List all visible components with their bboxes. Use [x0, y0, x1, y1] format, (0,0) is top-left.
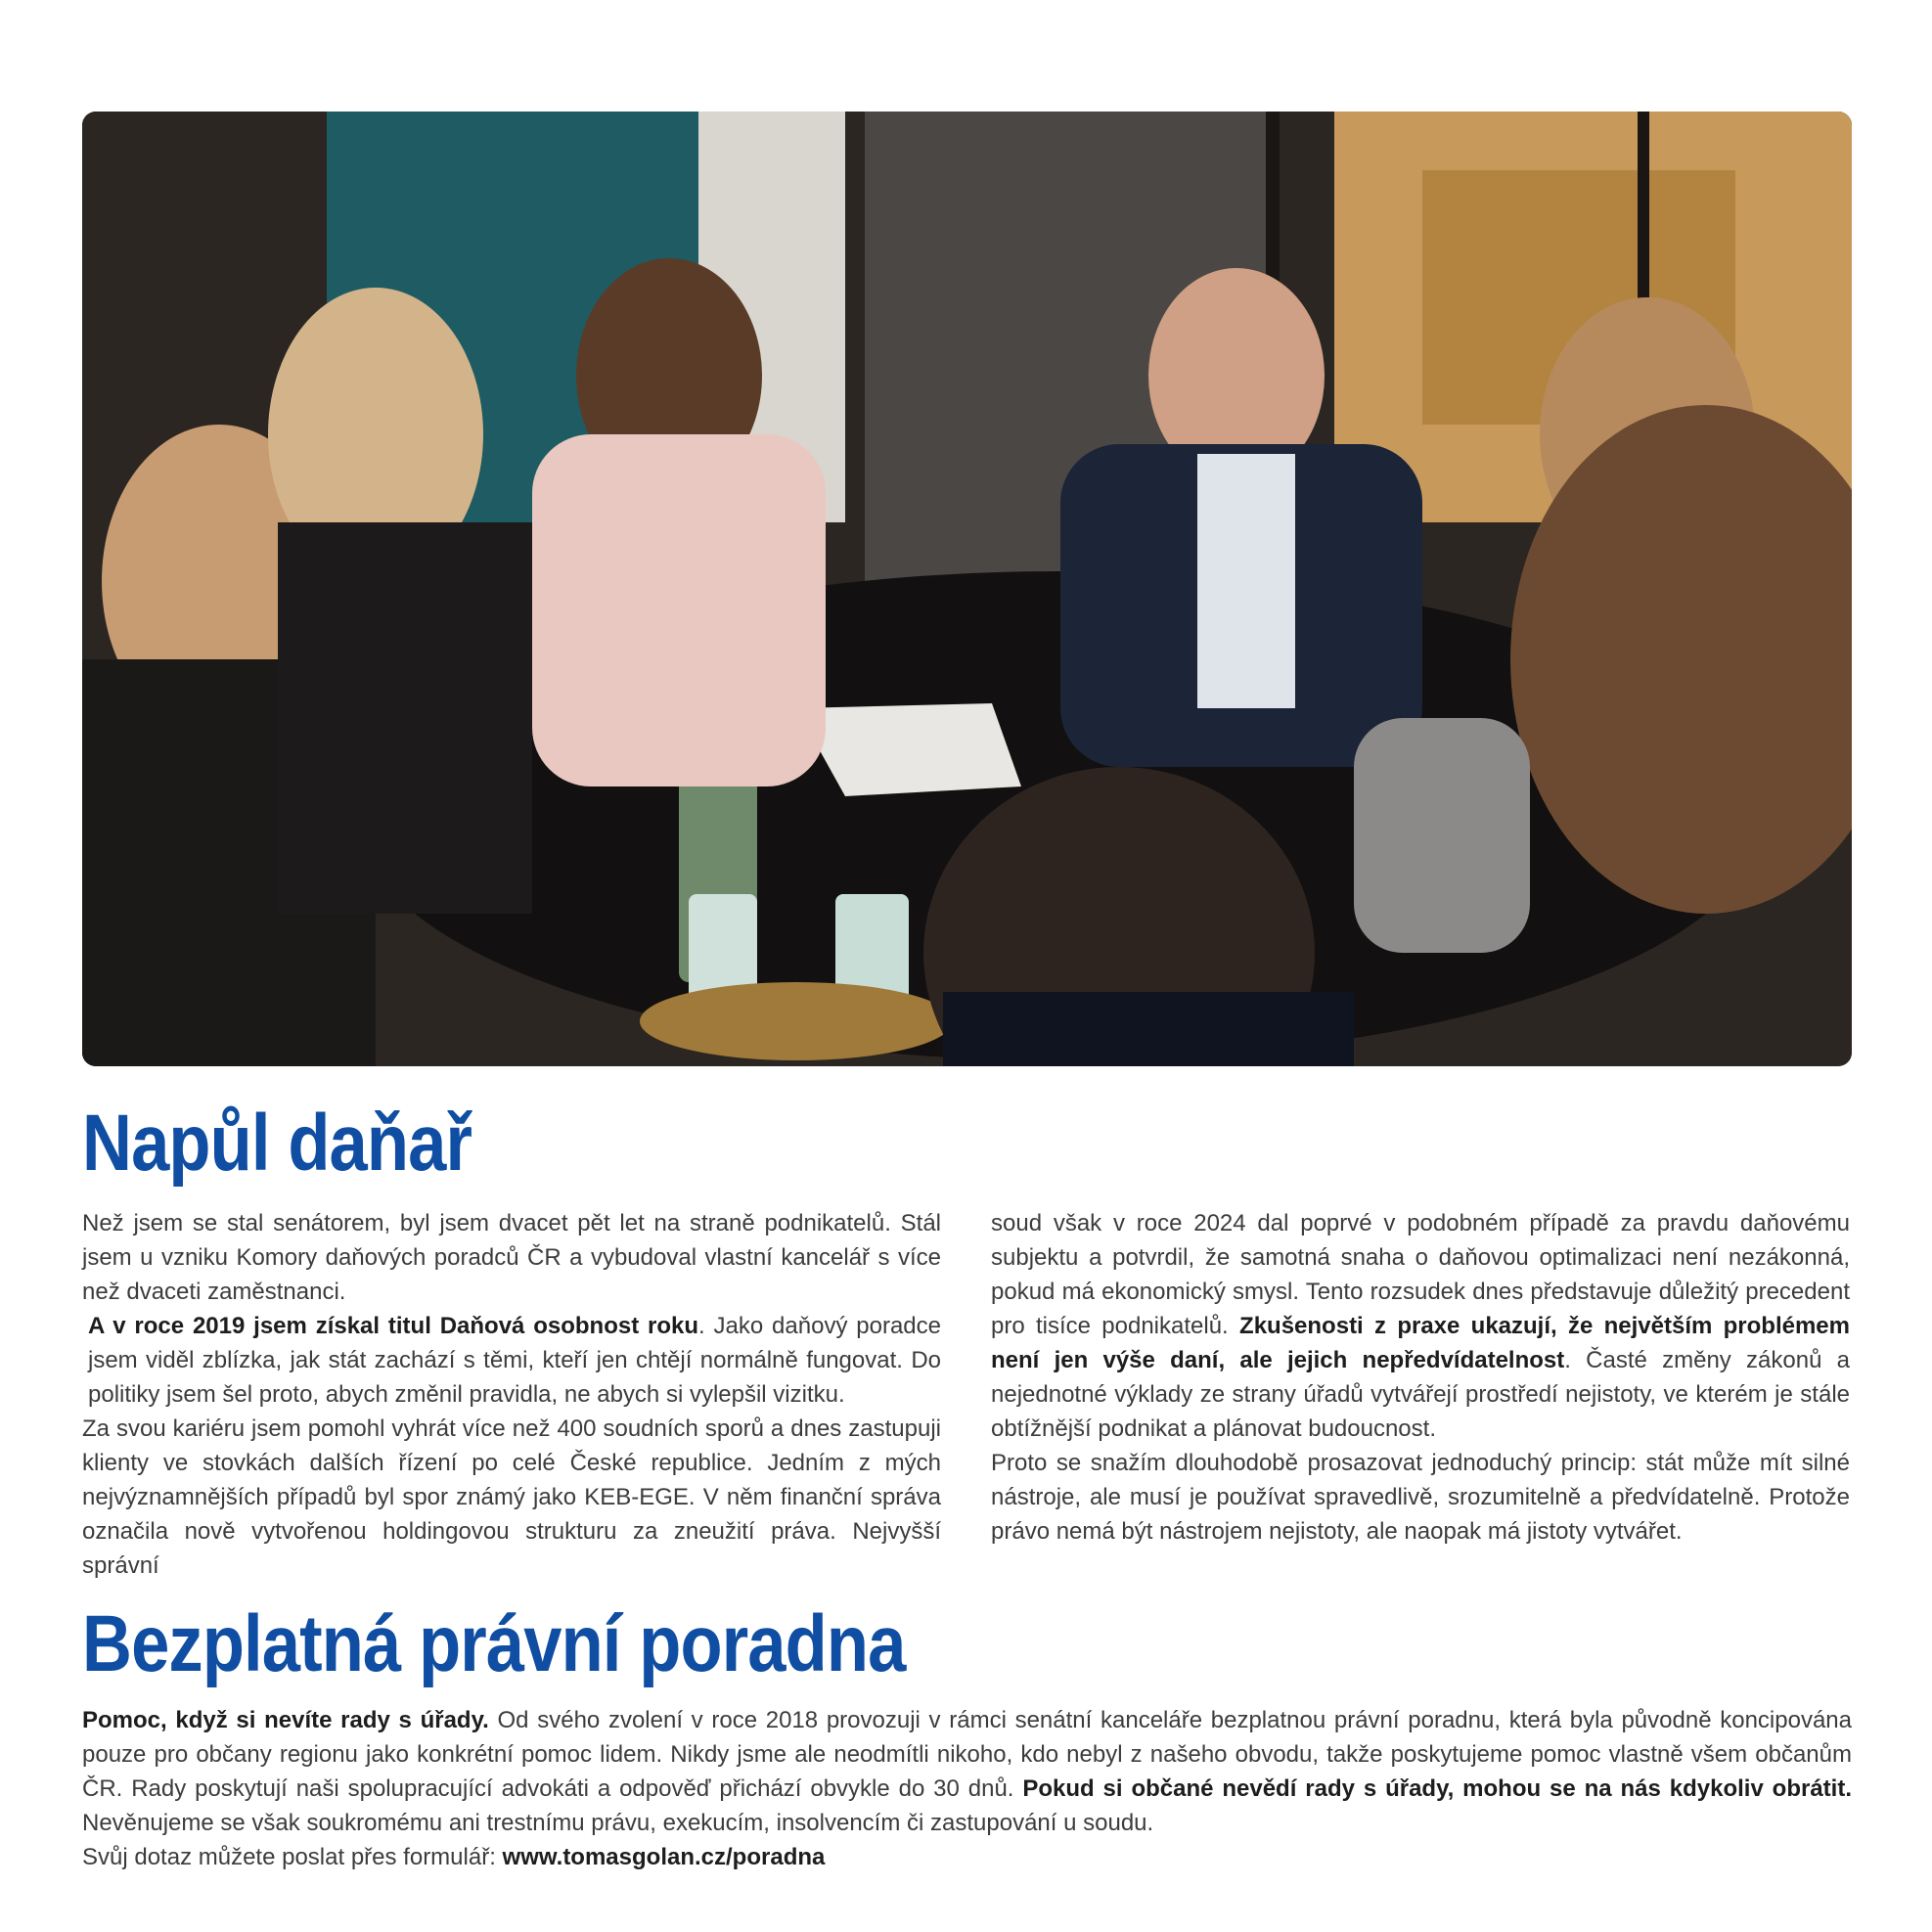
article-column-right [991, 1206, 1850, 1549]
bold-highlight: Pokud si občané nevědí rady s úřady, mohou se na nás kdykoliv obrátit. [1022, 1775, 1852, 1802]
paragraph: Než jsem se stal senátorem, byl jsem dvacet pět let na straně podnikatelů. Stál jsem u vzniku Komory daňových poradců ČR a vybudoval vlastní kancelář s více než dvaceti zaměstnanci. [82, 1210, 941, 1305]
paragraph [82, 1309, 941, 1412]
meeting-photo-illustration [82, 112, 1852, 1066]
bold-highlight: A v roce 2019 jsem získal titul Daňová osobnost roku [88, 1313, 699, 1339]
section-title-napul-danar: Napůl daňař [82, 1099, 472, 1188]
meeting-photo [82, 112, 1852, 1066]
paragraph-text: Od svého zvolení v roce 2018 provozuji v rámci senátní kanceláře bezplatnou právní poradnu, která byla původně koncipována pouze pro občany regionu jako konkrétní pomoc lidem. Nikdy jsme ale neodmítli nikoho, kdo nebyl z našeho obvodu, takže poskytujeme pomoc vlastně všem občanům ČR. Rady poskytují naši spolupracující advokáti a odpověď přichází obvykle do 30 dnů. [82, 1707, 1852, 1802]
article-column-left [82, 1206, 941, 1583]
paragraph-text: . Jako daňový poradce jsem viděl zblízka, jak stát zachází s těmi, kteří jen chtějí normálně fungovat. Do politiky jsem šel proto, abych změnil pravidla, ne abych si vylepšil vizitku. [88, 1313, 942, 1408]
paragraph-text: Svůj dotaz můžete poslat přes formulář: [82, 1844, 503, 1870]
paragraph-text: . Časté změny zákonů a nejednotné výklady ze strany úřadů vytvářejí prostředí nejistoty, ve kterém je stále obtížnější podnikat a plánovat budoucnost. [991, 1347, 1851, 1442]
paragraph-text: soud však v roce 2024 dal poprvé v podobném případě za pravdu daňovému subjektu a potvrdil, že samotná snaha o daňovou optimalizaci není nezákonná, pokud má ekonomický smysl. Tento rozsudek dnes představuje důležitý precedent pro tisíce podnikatelů. [991, 1210, 1850, 1339]
paragraph [82, 1703, 1852, 1840]
paragraph: Za svou kariéru jsem pomohl vyhrát více než 400 soudních sporů a dnes zastupuji klienty ve stovkách dalších řízení po celé České republice. Jedním z mých nejvýznamnějších případů byl spor známý jako KEB-EGE. V něm finanční správa označila nově vytvořenou holdingovou strukturu za zneužití práva. Nejvyšší správní [82, 1415, 941, 1579]
paragraph-text: Nevěnujeme se však soukromému ani trestnímu právu, exekucím, insolvencím či zastupování u soudu. [82, 1810, 1154, 1836]
paragraph: Proto se snažím dlouhodobě prosazovat jednoduchý princip: stát může mít silné nástroje, ale musí je používat spravedlivě, srozumitelně a předvídatelně. Protože právo nemá být nástrojem nejistoty, ale naopak má jistoty vytvářet. [991, 1450, 1850, 1545]
bold-highlight: Pomoc, když si nevíte rady s úřady. [82, 1707, 489, 1733]
paragraph [82, 1840, 1852, 1874]
poradna-text [82, 1703, 1852, 1874]
bold-highlight: Zkušenosti z praxe ukazují, že největším problémem není jen výše daní, ale jejich nepředvídatelnost [991, 1313, 1850, 1373]
poradna-link[interactable]: www.tomasgolan.cz/poradna [502, 1844, 826, 1870]
paragraph [991, 1206, 1850, 1446]
section-title-pravni-poradna: Bezplatná právní poradna [82, 1599, 906, 1688]
